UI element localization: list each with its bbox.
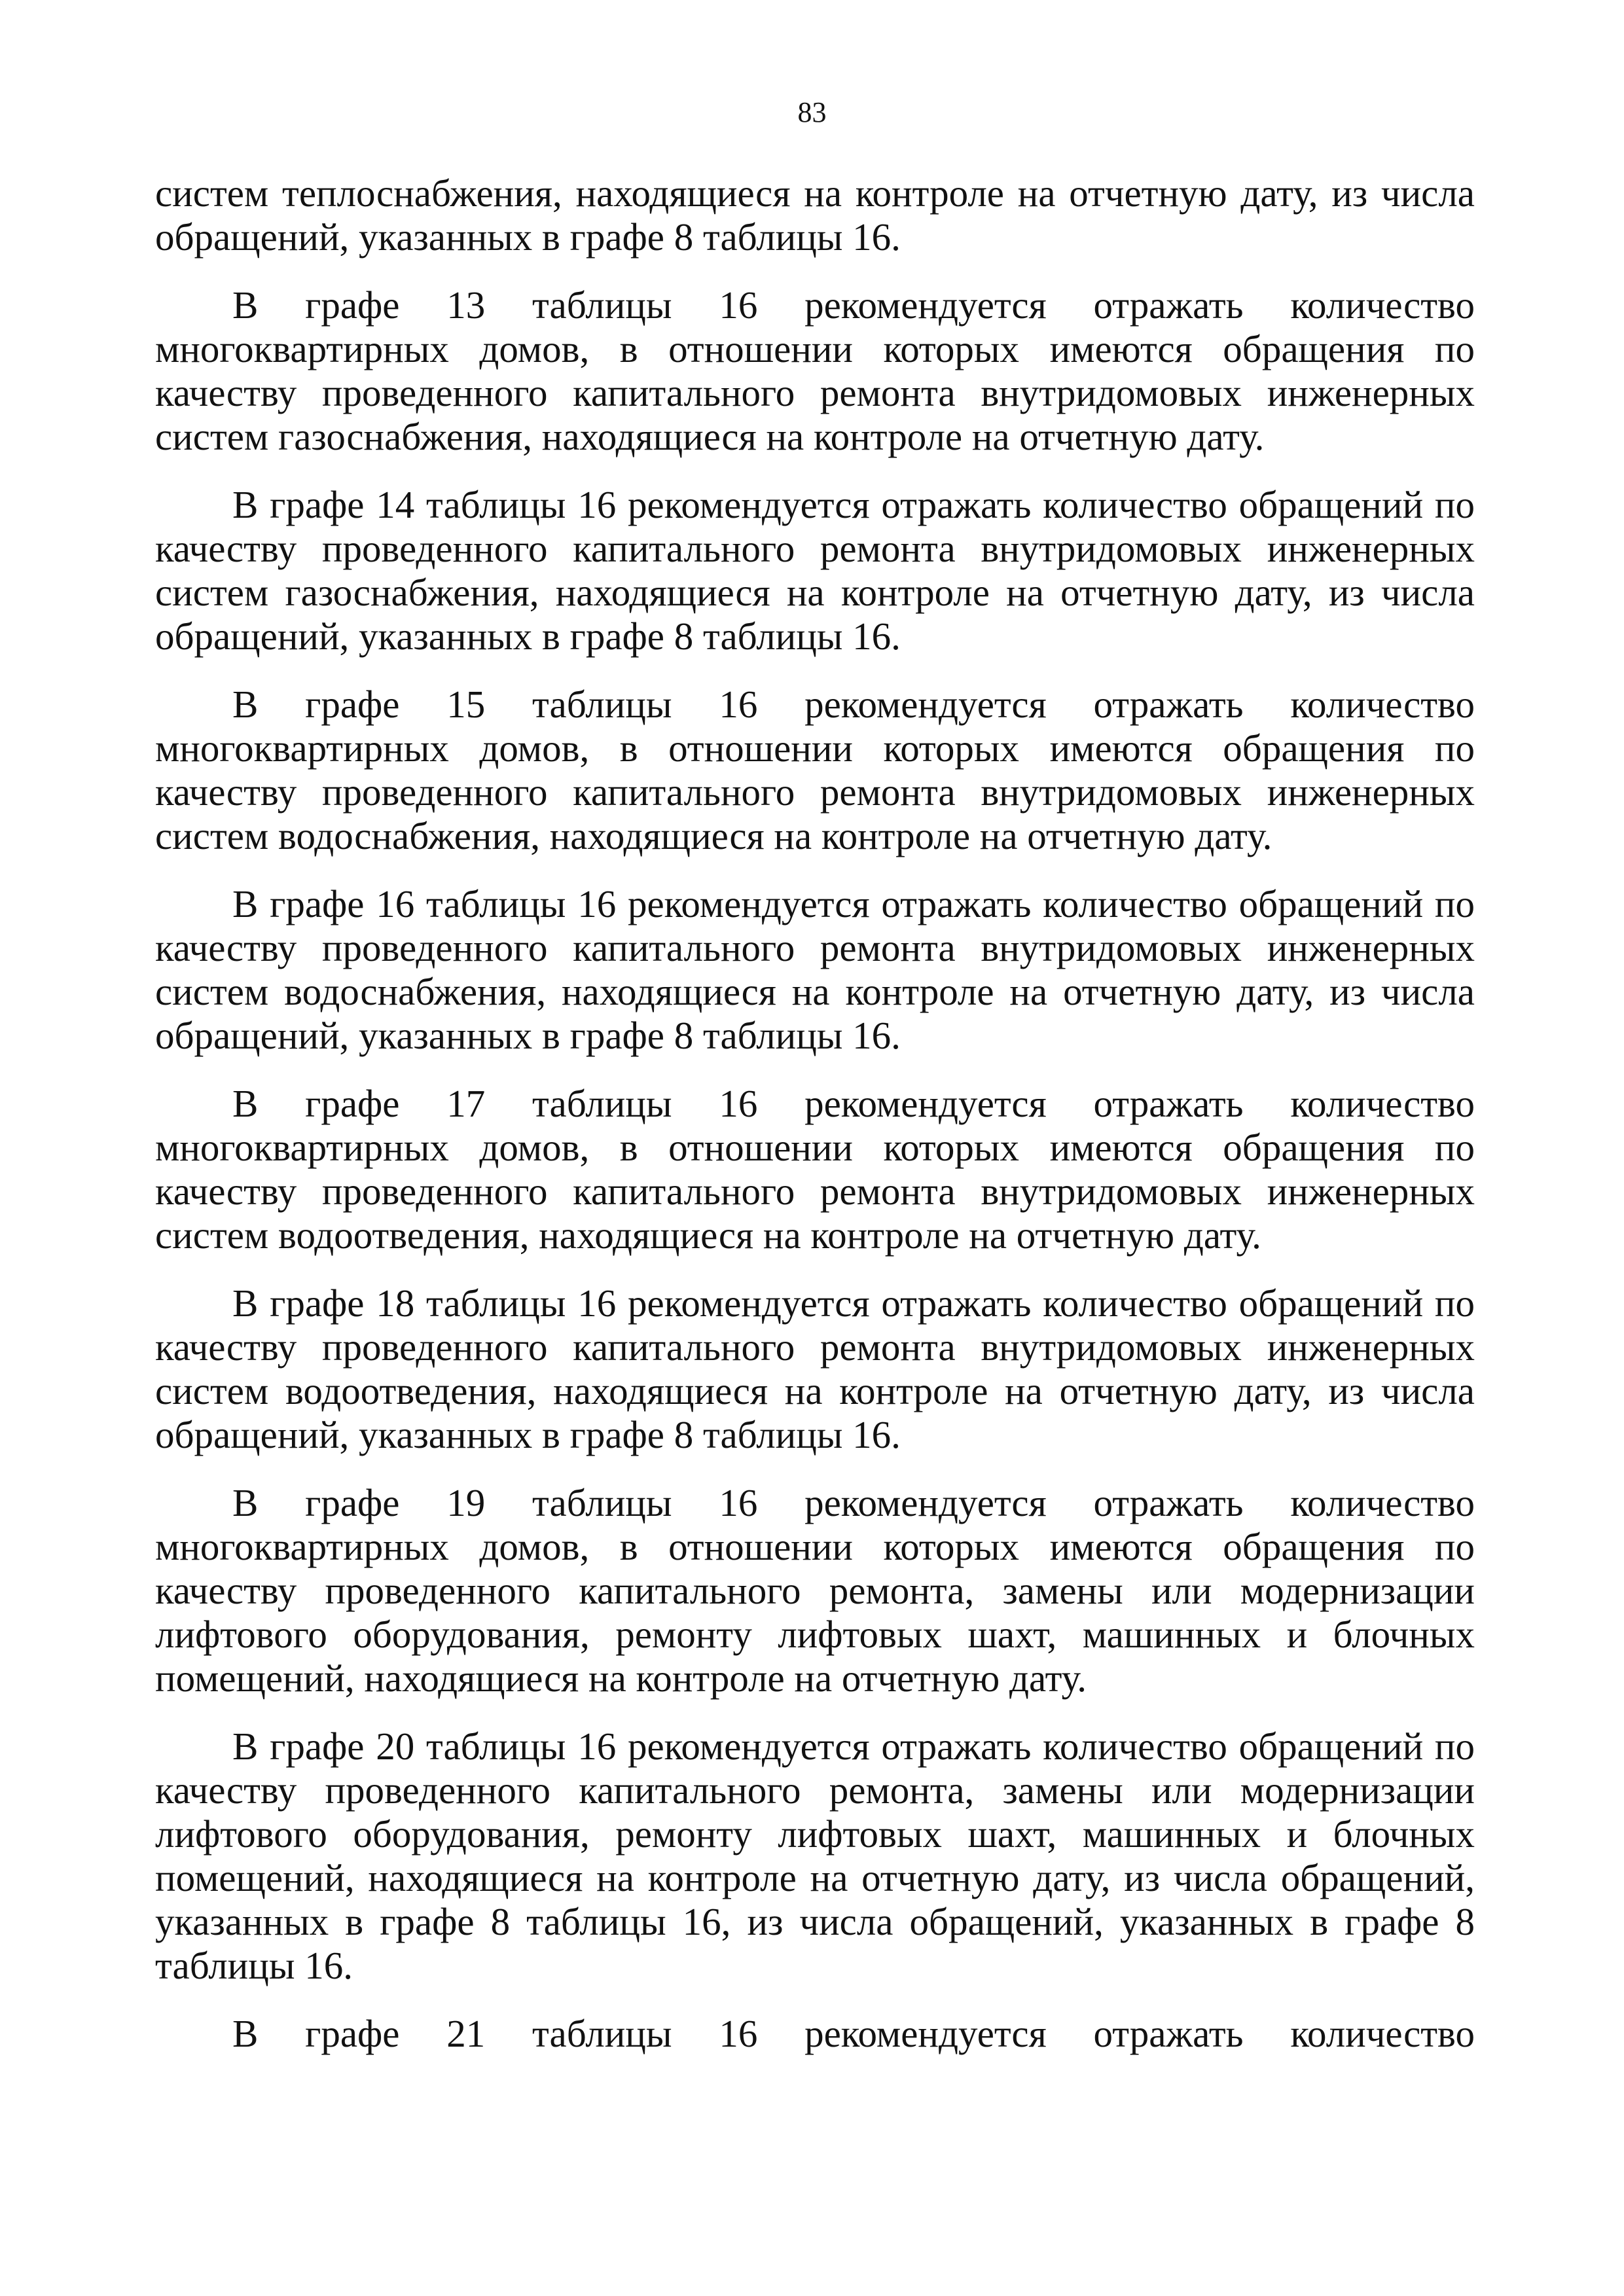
paragraph-continuation: систем теплоснабжения, находящиеся на контроле на отчетную дату, из числа обращений, указанных в графе 8 таблицы 16. xyxy=(155,171,1475,259)
paragraph-column-15: В графе 15 таблицы 16 рекомендуется отражать количество многоквартирных домов, в отношении которых имеются обращения по качеству проведенного капитального ремонта внутридомовых инженерных систем водоснабжения, находящиеся на контроле на отчетную дату. xyxy=(155,683,1475,857)
paragraph-column-19: В графе 19 таблицы 16 рекомендуется отражать количество многоквартирных домов, в отношении которых имеются обращения по качеству проведенного капитального ремонта, замены или модернизации лифтового оборудования, ремонту лифтовых шахт, машинных и блочных помещений, находящиеся на контроле на отчетную дату. xyxy=(155,1481,1475,1700)
paragraph-column-18: В графе 18 таблицы 16 рекомендуется отражать количество обращений по качеству проведенного капитального ремонта внутридомовых инженерных систем водоотведения, находящиеся на контроле на отчетную дату, из числа обращений, указанных в графе 8 таблицы 16. xyxy=(155,1282,1475,1456)
paragraph-column-17: В графе 17 таблицы 16 рекомендуется отражать количество многоквартирных домов, в отношении которых имеются обращения по качеству проведенного капитального ремонта внутридомовых инженерных систем водоотведения, находящиеся на контроле на отчетную дату. xyxy=(155,1082,1475,1257)
paragraph-column-14: В графе 14 таблицы 16 рекомендуется отражать количество обращений по качеству проведенного капитального ремонта внутридомовых инженерных систем газоснабжения, находящиеся на контроле на отчетную дату, из числа обращений, указанных в графе 8 таблицы 16. xyxy=(155,483,1475,658)
paragraph-column-20: В графе 20 таблицы 16 рекомендуется отражать количество обращений по качеству проведенного капитального ремонта, замены или модернизации лифтового оборудования, ремонту лифтовых шахт, машинных и блочных помещений, находящиеся на контроле на отчетную дату, из числа обращений, указанных в графе 8 таблицы 16, из числа обращений, указанных в графе 8 таблицы 16. xyxy=(155,1725,1475,1987)
paragraph-column-21: В графе 21 таблицы 16 рекомендуется отражать количество xyxy=(232,2012,1475,2055)
document-body xyxy=(155,171,1475,2080)
paragraph-column-16: В графе 16 таблицы 16 рекомендуется отражать количество обращений по качеству проведенного капитального ремонта внутридомовых инженерных систем водоснабжения, находящиеся на контроле на отчетную дату, из числа обращений, указанных в графе 8 таблицы 16. xyxy=(155,882,1475,1057)
page-number: 83 xyxy=(797,96,827,128)
paragraph-column-13: В графе 13 таблицы 16 рекомендуется отражать количество многоквартирных домов, в отношении которых имеются обращения по качеству проведенного капитального ремонта внутридомовых инженерных систем газоснабжения, находящиеся на контроле на отчетную дату. xyxy=(155,283,1475,458)
